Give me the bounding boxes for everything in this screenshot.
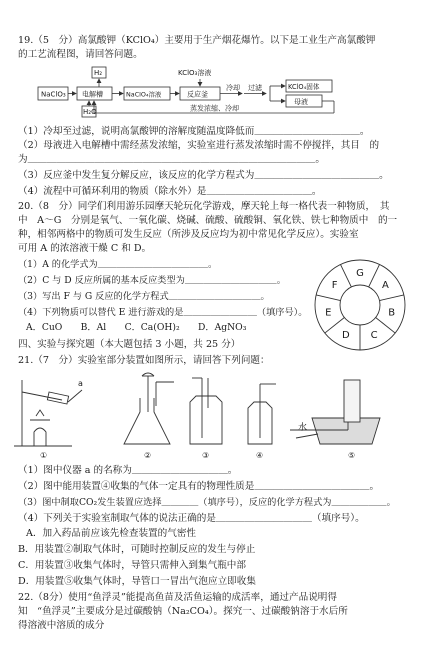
- q19-part2-cont: 为＿＿＿＿＿＿＿＿＿＿＿＿＿＿＿＿＿＿＿＿＿＿＿＿＿＿＿＿＿＿。: [18, 154, 325, 165]
- q20-options: A．CuO B．Al C．Ca(OH)₂ D．AgNO₃: [26, 322, 247, 333]
- wheel-cell-g: G: [356, 268, 364, 279]
- apparatus-5-trough: [290, 380, 380, 444]
- wheel-divider: [316, 295, 340, 301]
- q21-option-c: C．用装置③收集气体时，导管只需伸入到集气瓶中部: [18, 560, 246, 571]
- apparatus-3-bottle: [190, 378, 222, 444]
- q21-part1: （1）图中仪器 a 的名称为＿＿＿＿＿＿＿＿＿＿。: [18, 465, 238, 476]
- q21-part2: （2）图中能用装置④收集的气体一定具有的物理性质是＿＿＿＿＿＿＿＿＿＿＿＿。: [18, 481, 380, 492]
- wheel-cell-c: C: [370, 329, 378, 341]
- apparatus-label-2: ②: [144, 451, 152, 460]
- apparatus-2-flask: [124, 373, 174, 444]
- q21-part3: （3）图中制取CO₂发生装置应选择＿＿＿＿（填序号），反应的化学方程式为＿＿＿＿＿＿。: [18, 497, 396, 508]
- q22-line2: 知 “鱼浮灵”主要成分是过碳酸钠（Na₂CO₄）。探究一、过碳酸钠溶于水后所: [18, 606, 348, 617]
- wheel-divider: [376, 317, 396, 333]
- apparatus-4-bottle: [248, 384, 276, 444]
- flow-h2-label: H₂: [94, 69, 103, 77]
- q19-part1: （1）冷却至过滤，说明高氯酸钾的溶解度随温度降低而＿＿＿＿＿＿＿＿＿＿＿。: [18, 126, 370, 137]
- q20-part4: （4）下列物质可以替代 E 进行游戏的是＿＿＿＿＿＿＿＿（填序号）。: [18, 307, 308, 318]
- q20-part3: （3）写出 F 与 G 反应的化学方程式＿＿＿＿＿＿＿＿＿＿。: [18, 291, 270, 302]
- flow-mother-liquor-label: 母液: [294, 98, 308, 106]
- apparatus-label-5: ⑤: [348, 451, 356, 460]
- q20-stem-line3: 种，相邻两格中的物质可发生反应（所涉及反应均为初中常见化学反应）。实验室: [18, 229, 359, 240]
- q19-flow-diagram: [0, 60, 429, 120]
- apparatus-label-4: ④: [256, 451, 264, 460]
- q19-part3: （3）反应釜中发生复分解反应，该反应的化学方程式为＿＿＿＿＿＿＿＿＿＿＿＿＿。: [18, 170, 389, 181]
- wheel-cell-f: F: [331, 280, 338, 292]
- wheel-divider: [340, 264, 351, 287]
- q19-part2: （2）母液进入电解槽中需经蒸发浓缩，实验室进行蒸发浓缩时需不停搅拌，其目 的: [18, 140, 380, 151]
- water-label: 水: [298, 423, 308, 433]
- wheel-divider: [369, 264, 380, 287]
- q21-option-b: B．用装置②制取气体时，可随时控制反应的发生与停止: [18, 544, 256, 555]
- wheel-cell-e: E: [325, 307, 332, 319]
- flow-filter-label: 过滤: [248, 84, 262, 92]
- q21-part4: （4）下列关于实验室制取气体的说法正确的是＿＿＿＿＿＿＿＿＿＿（填序号）。: [18, 513, 365, 524]
- q19-part4: （4）流程中可循环利用的物质（除水外）是＿＿＿＿＿＿＿＿＿＿＿。: [18, 186, 322, 197]
- wheel-cell-a: A: [381, 280, 389, 292]
- flow-naclo4-label: NaClO₄溶液: [126, 90, 162, 99]
- q20-stem-line1: 20.（8 分）同学们利用游乐园摩天轮玩化学游戏，摩天轮上每一格代表一种物质， 其: [18, 201, 390, 212]
- flow-naclo3-label: NaClO₃: [41, 90, 66, 99]
- q21-stem: 21.（7 分）实验室部分装置如图所示，请回答下列问题：: [18, 355, 270, 366]
- wheel-divider: [379, 295, 403, 301]
- flow-h2o-label: H₂O: [83, 108, 97, 116]
- flow-reactor-label: 反应釜: [187, 90, 208, 99]
- q21-option-a: A．加入药品前应该先检查装置的气密性: [26, 528, 197, 539]
- apparatus-label-1: ①: [40, 451, 48, 460]
- q20-stem-line2: 中 A～G 分别是氧气、一氧化碳、烧碱、硫酸、硫酸铜、氧化铁、铁七种物质中 的一: [18, 215, 398, 226]
- q20-part1: （1）A 的化学式为＿＿＿＿＿＿＿＿＿＿＿＿。: [18, 259, 218, 270]
- instrument-a-label: a: [78, 379, 83, 388]
- wheel-cell-d: D: [342, 329, 350, 341]
- q19-stem-line1: 19.（5 分）高氯酸钾（KClO₄）主要用于生产烟花爆竹。以下是工业生产高氯酸钾: [18, 35, 376, 46]
- apparatus-label-3: ③: [202, 451, 210, 460]
- q21-apparatus-figure: [0, 368, 429, 462]
- wheel-inner-ring: [340, 285, 380, 325]
- section-4-heading: 四、实验与探究题（本大题包括 3 小题，共 25 分）: [18, 339, 241, 350]
- q22-line1: 22.（8分）使用“鱼浮灵”能提高鱼苗及活鱼运输的成活率，通过产品说明得: [18, 592, 337, 603]
- apparatus-1-heating: [14, 380, 82, 446]
- flow-kclo3-label: KClO₃溶液: [178, 69, 212, 77]
- q20-stem-line4: 可用 A 的浓溶液干燥 C 和 D。: [18, 243, 152, 254]
- flow-kclo4-label: KClO₄固体: [288, 83, 320, 91]
- q19-stem-line2: 的工艺流程图，请回答问题。: [18, 49, 143, 60]
- flow-cool-label: 冷却: [226, 84, 240, 92]
- wheel-cell-b: B: [388, 307, 396, 319]
- flow-electrolysis-label: 电解槽: [82, 90, 103, 99]
- flow-evap-label: 蒸发浓缩、冷却: [190, 104, 239, 113]
- q20-part2: （2）C 与 D 反应所属的基本反应类型为＿＿＿＿＿＿＿＿＿＿。: [18, 275, 286, 286]
- q21-option-d: D．用装置⑤收集气体时，导管口一冒出气泡应立即收集: [18, 576, 256, 587]
- q20-ferris-wheel: [305, 255, 415, 355]
- q22-line3: 得溶液中溶质的成分: [18, 620, 105, 631]
